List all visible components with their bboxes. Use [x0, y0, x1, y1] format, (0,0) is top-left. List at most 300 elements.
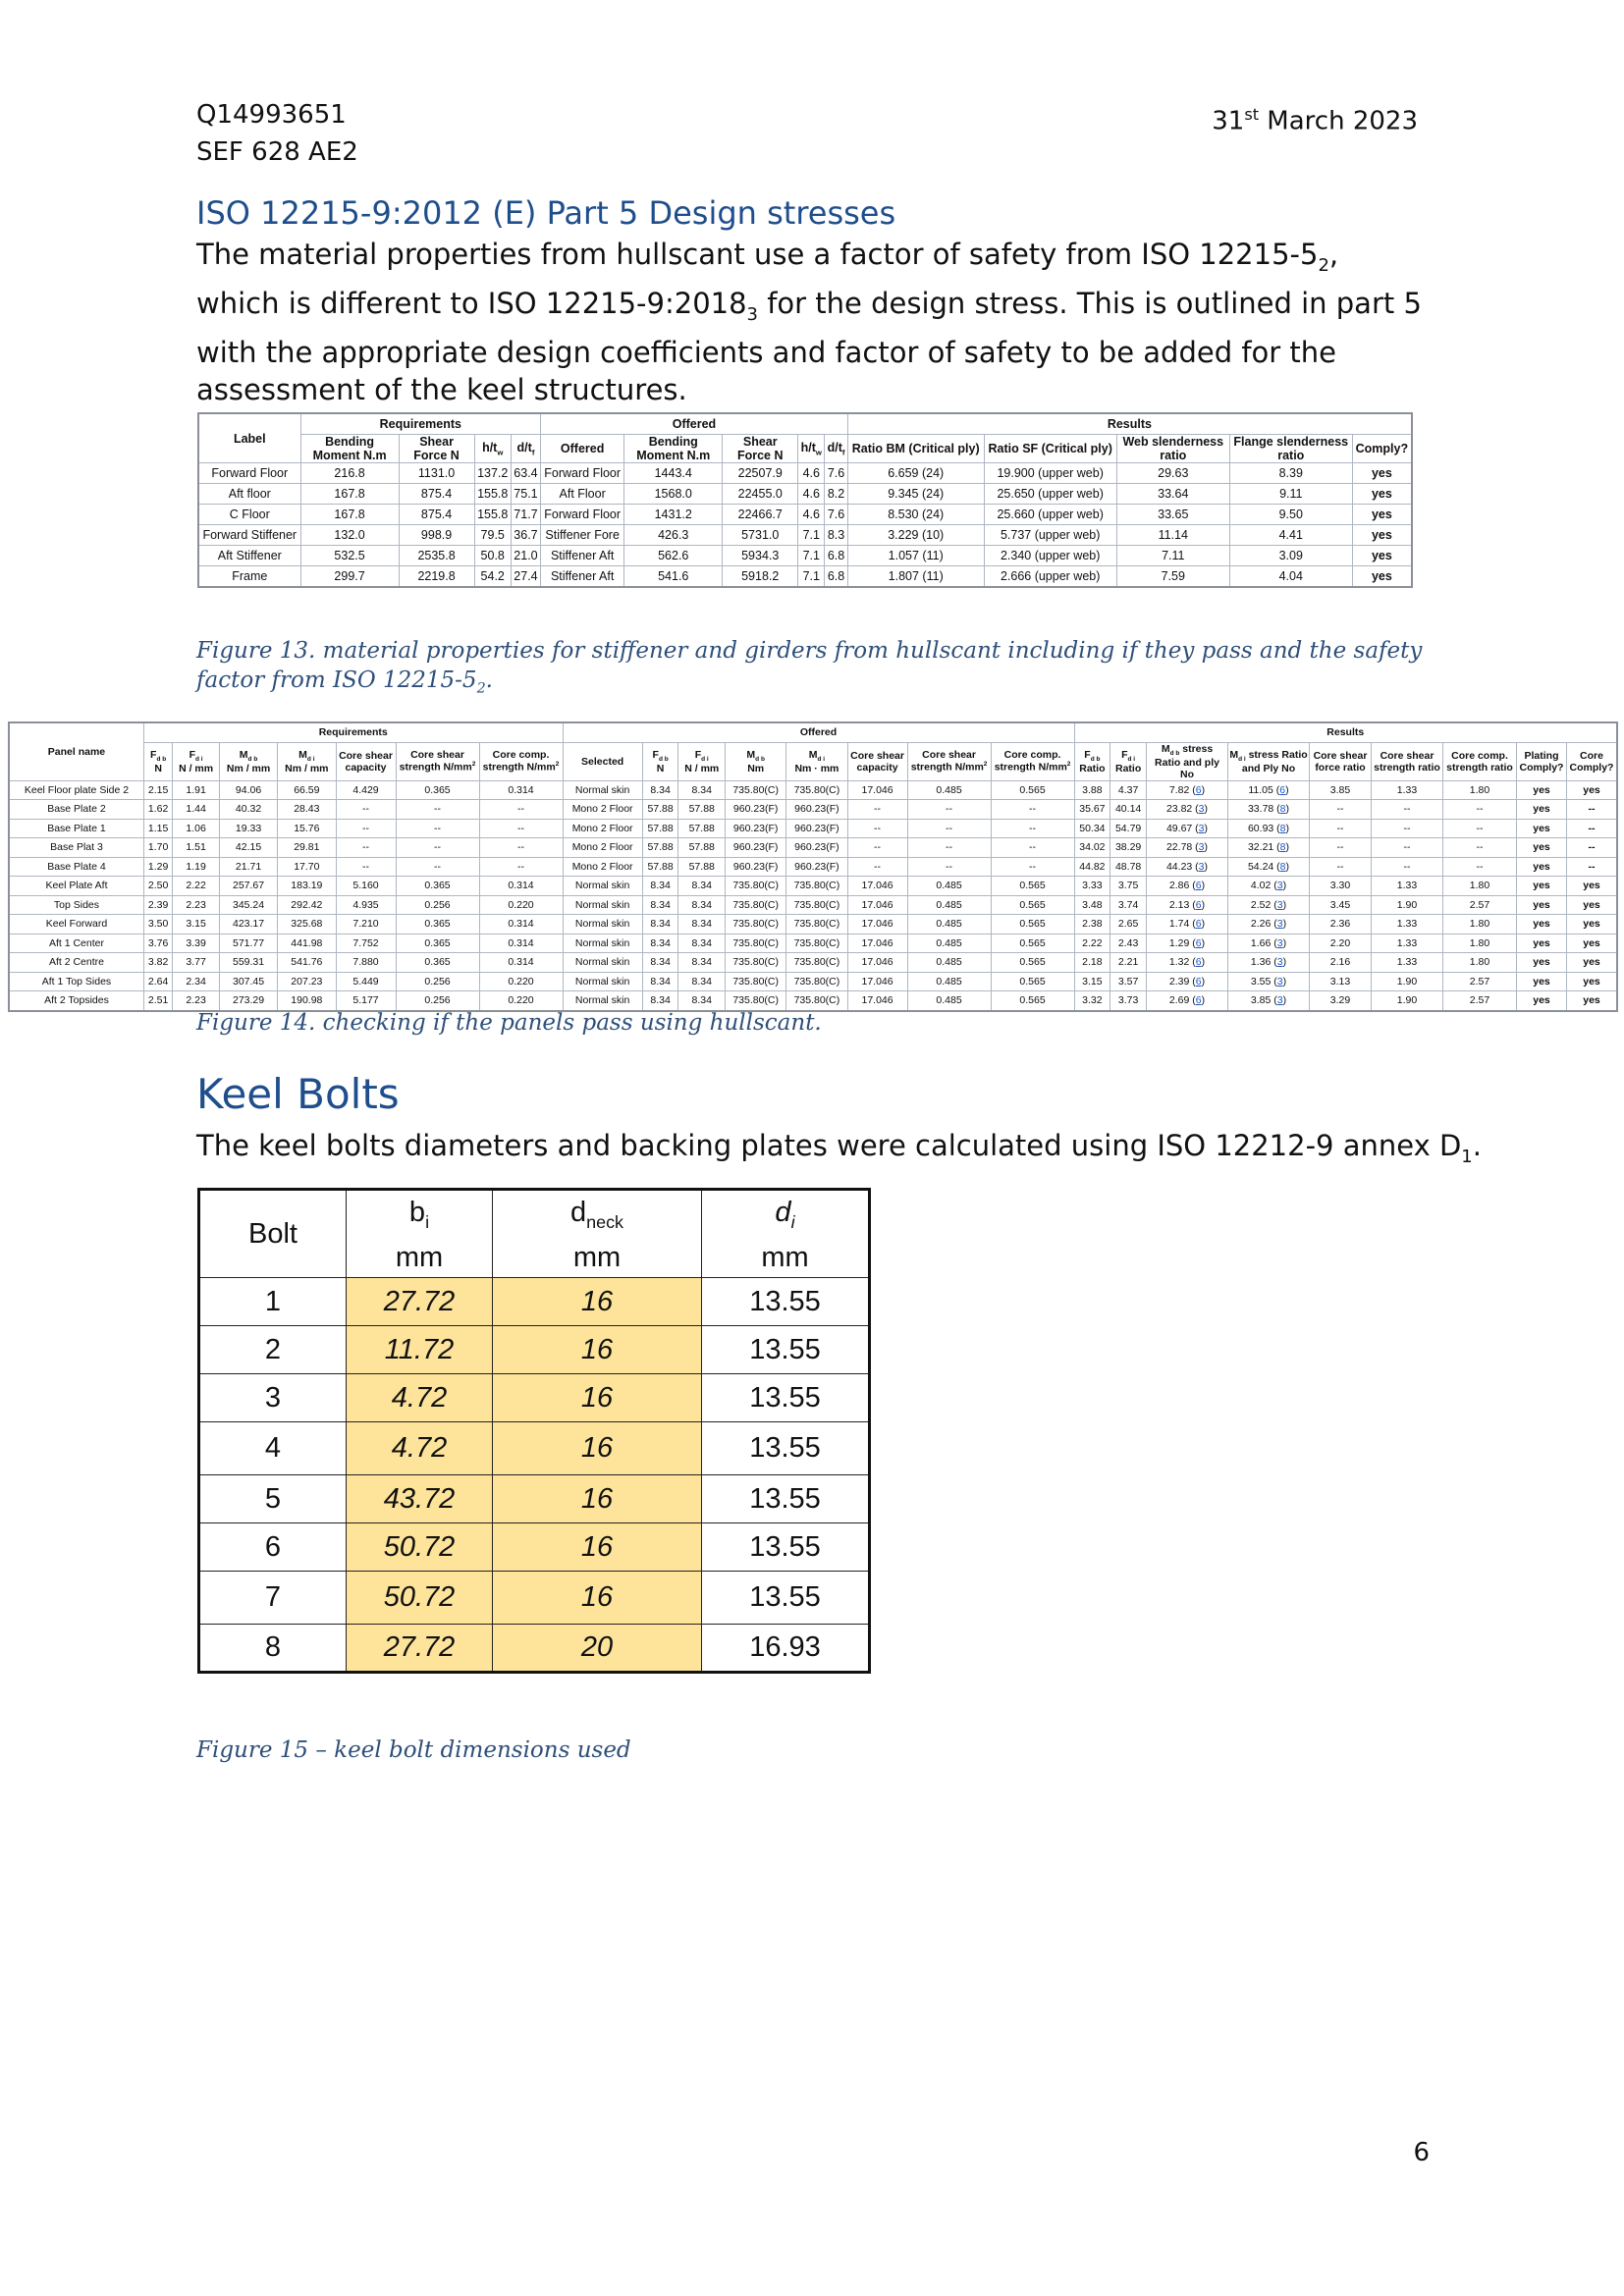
- table-cell: 2.26 (3): [1228, 915, 1310, 934]
- table-cell: 17.046: [847, 934, 907, 953]
- table-cell: 1.70: [143, 838, 172, 858]
- table-cell: 17.70: [278, 857, 336, 877]
- table-cell: 4.429: [336, 780, 396, 800]
- table-cell: 17.046: [847, 895, 907, 915]
- table-cell: 35.67: [1074, 800, 1110, 820]
- table-cell: 13.55: [702, 1278, 870, 1326]
- table-row: [9, 877, 1617, 896]
- section-heading-design-stresses: ISO 12215-9:2012 (E) Part 5 Design stresses: [196, 194, 896, 232]
- table-cell: 20: [493, 1625, 702, 1673]
- stress-ratio: 1.66: [1250, 936, 1272, 949]
- table-cell: 2.18: [1074, 953, 1110, 973]
- table-cell: 8.34: [678, 915, 726, 934]
- table-cell: Top Sides: [9, 895, 143, 915]
- table-cell: 50.72: [347, 1523, 493, 1572]
- table-cell: 17.046: [847, 972, 907, 991]
- table-cell: 7.1: [798, 566, 825, 588]
- table-cell: 50.8: [474, 546, 511, 566]
- table-cell: 1.33: [1372, 780, 1443, 800]
- table-cell: 3.73: [1110, 991, 1147, 1011]
- table-cell: Normal skin: [563, 780, 642, 800]
- table-cell: 8.34: [678, 991, 726, 1011]
- table-cell: 57.88: [642, 819, 678, 838]
- table-cell: 57.88: [678, 819, 726, 838]
- table-cell: --: [1310, 857, 1372, 877]
- table-cell: 0.565: [991, 972, 1074, 991]
- course-code: SEF 628 AE2: [196, 137, 358, 167]
- table-cell: 22507.9: [723, 463, 798, 484]
- table-cell: 735.80(C): [726, 953, 786, 973]
- table-cell: 0.314: [479, 953, 563, 973]
- table-cell: 28.43: [278, 800, 336, 820]
- table-cell: 207.23: [278, 972, 336, 991]
- table-cell: Normal skin: [563, 934, 642, 953]
- table-cell: 0.365: [396, 915, 479, 934]
- table-cell: 8.34: [642, 915, 678, 934]
- ply-link[interactable]: 3: [1276, 918, 1283, 931]
- table-cell: 8.530 (24): [847, 505, 984, 525]
- table-cell: 3.32: [1074, 991, 1110, 1011]
- table-cell: 1.32 (6): [1147, 953, 1228, 973]
- stress-ratio: 49.67: [1165, 822, 1193, 834]
- table-cell: --: [1443, 800, 1517, 820]
- table-cell: 0.485: [907, 895, 991, 915]
- table-cell: 8.34: [642, 877, 678, 896]
- table-cell: 0.485: [907, 780, 991, 800]
- ply-link[interactable]: 6: [1195, 975, 1202, 988]
- table-cell: 426.3: [624, 525, 723, 546]
- table-cell: 3.88: [1074, 780, 1110, 800]
- table-cell: 167.8: [300, 484, 399, 505]
- table-cell: 19.900 (upper web): [984, 463, 1116, 484]
- table-cell: 94.06: [219, 780, 277, 800]
- ply-link[interactable]: 6: [1195, 936, 1202, 949]
- table-cell: 5.160: [336, 877, 396, 896]
- table-cell: 16: [493, 1422, 702, 1475]
- stress-ratio: 3.55: [1250, 975, 1272, 988]
- stress-ratio: 2.86: [1168, 880, 1190, 892]
- table-cell: 1.80: [1443, 953, 1517, 973]
- table-cell: 25.660 (upper web): [984, 505, 1116, 525]
- table-cell: 4.6: [798, 463, 825, 484]
- stress-ratio: 11.05: [1248, 783, 1273, 796]
- table-row: [199, 1572, 870, 1625]
- table-cell: 3.30: [1310, 877, 1372, 896]
- table-cell: 2.65: [1110, 915, 1147, 934]
- ply-link[interactable]: 6: [1195, 783, 1202, 796]
- table-cell: 1131.0: [399, 463, 474, 484]
- table-cell: 1.44: [173, 800, 220, 820]
- table-cell: 16: [493, 1278, 702, 1326]
- table-cell: 735.80(C): [786, 877, 847, 896]
- table-cell: 8.34: [642, 895, 678, 915]
- table-cell: yes: [1352, 484, 1412, 505]
- table-cell: 17.046: [847, 991, 907, 1011]
- table-cell: 1.74 (6): [1147, 915, 1228, 934]
- design-stress-paragraph: The material properties from hullscant use a factor of safety from ISO $12215-5_2$, which is different to ISO $12215-9:2018_3$ for the design stress. This is outlined in part 5 with the appropriate design coefficients and factor of safety to be added for the assessment of the keel structures.: [196, 238, 1422, 406]
- table-cell: 8.34: [642, 934, 678, 953]
- table-cell: 4.41: [1229, 525, 1352, 546]
- table-row: [9, 934, 1617, 953]
- table-cell: 0.256: [396, 991, 479, 1011]
- table-cell: 1.15: [143, 819, 172, 838]
- table-cell: yes: [1517, 857, 1567, 877]
- table-cell: 5.449: [336, 972, 396, 991]
- table-cell: 66.59: [278, 780, 336, 800]
- table-cell: 3.77: [173, 953, 220, 973]
- table-cell: yes: [1517, 877, 1567, 896]
- table-cell: 735.80(C): [786, 780, 847, 800]
- ply-link[interactable]: 3: [1276, 936, 1283, 949]
- table-cell: 3.15: [173, 915, 220, 934]
- table-cell: 33.64: [1116, 484, 1229, 505]
- table-cell: 19.33: [219, 819, 277, 838]
- table-cell: 2.86 (6): [1147, 877, 1228, 896]
- table-row: [199, 1374, 870, 1422]
- table-cell: yes: [1517, 972, 1567, 991]
- table-cell: 57.88: [678, 857, 726, 877]
- col-bi: $b_i$: [347, 1190, 493, 1239]
- table-row: [199, 1326, 870, 1374]
- table-cell: 0.314: [479, 934, 563, 953]
- table-cell: 33.65: [1116, 505, 1229, 525]
- stress-ratio: 4.02: [1250, 880, 1272, 892]
- doc-date: 31st March 2023: [1212, 105, 1418, 136]
- table-cell: 257.67: [219, 877, 277, 896]
- table-cell: 8.34: [642, 780, 678, 800]
- col-bolt: Bolt: [199, 1190, 347, 1278]
- stress-ratio: 1.74: [1168, 918, 1190, 931]
- table-cell: 1443.4: [624, 463, 723, 484]
- table-cell: 1.91: [173, 780, 220, 800]
- table-cell: 541.6: [624, 566, 723, 588]
- table-cell: 17.046: [847, 877, 907, 896]
- table-cell: Normal skin: [563, 972, 642, 991]
- table-row: [198, 484, 1412, 505]
- table-cell: 1.29: [143, 857, 172, 877]
- table-cell: --: [396, 838, 479, 858]
- table-cell: 2.52 (3): [1228, 895, 1310, 915]
- table-row: [198, 546, 1412, 566]
- table-cell: 1.057 (11): [847, 546, 984, 566]
- table-cell: 960.23(F): [726, 819, 786, 838]
- table-cell: yes: [1567, 953, 1618, 973]
- table-cell: 7.6: [825, 505, 848, 525]
- table-cell: 7.6: [825, 463, 848, 484]
- table-cell: 0.565: [991, 953, 1074, 973]
- table-cell: --: [336, 800, 396, 820]
- table-cell: 8.34: [678, 953, 726, 973]
- table-cell: 40.14: [1110, 800, 1147, 820]
- table-cell: 735.80(C): [726, 780, 786, 800]
- table-cell: --: [1443, 819, 1517, 838]
- table-cell: 50.72: [347, 1572, 493, 1625]
- table-cell: 735.80(C): [726, 972, 786, 991]
- table-cell: Stiffener Aft: [541, 566, 624, 588]
- table-cell: 9.11: [1229, 484, 1352, 505]
- table-cell: yes: [1517, 895, 1567, 915]
- table-cell: 2219.8: [399, 566, 474, 588]
- table-cell: Aft 1 Center: [9, 934, 143, 953]
- table-cell: 1.80: [1443, 877, 1517, 896]
- table-cell: Forward Floor: [541, 505, 624, 525]
- table-cell: 27.72: [347, 1278, 493, 1326]
- table-cell: 4.6: [798, 484, 825, 505]
- table-cell: --: [1443, 838, 1517, 858]
- table-cell: --: [907, 819, 991, 838]
- table-cell: 4.935: [336, 895, 396, 915]
- table-cell: 0.485: [907, 953, 991, 973]
- ply-link[interactable]: 3: [1198, 822, 1205, 834]
- table-cell: --: [1567, 800, 1618, 820]
- keel-bolt-table: Bolt $b_i$ $d_{neck}$ $d_i$ mm mm mm 1 27.72 16 13.55 2 11.72 16 13.55 3 4.72 16 13.55 4 4.72 16 13.55 5 43.72 16 13.55 6 50.72 16 13.55 7 50.72 16 13.55 8 27.72 20 16.93: [197, 1188, 871, 1674]
- table-row: [9, 915, 1617, 934]
- table-cell: 735.80(C): [786, 934, 847, 953]
- table-cell: 54.24 (8): [1228, 857, 1310, 877]
- ply-link[interactable]: 6: [1195, 956, 1202, 969]
- table-cell: 0.485: [907, 972, 991, 991]
- table-cell: 423.17: [219, 915, 277, 934]
- table-cell: yes: [1517, 991, 1567, 1011]
- table-cell: 2: [199, 1326, 347, 1374]
- table-cell: yes: [1517, 838, 1567, 858]
- table-cell: 1.62: [143, 800, 172, 820]
- table-cell: 3: [199, 1374, 347, 1422]
- table-cell: 3.76: [143, 934, 172, 953]
- table-cell: 7.11: [1116, 546, 1229, 566]
- table-cell: yes: [1567, 895, 1618, 915]
- stress-ratio: 2.26: [1250, 918, 1272, 931]
- table-cell: 5731.0: [723, 525, 798, 546]
- table-cell: Aft 2 Centre: [9, 953, 143, 973]
- table-cell: 1.36 (3): [1228, 953, 1310, 973]
- ply-link[interactable]: 6: [1279, 783, 1286, 796]
- table-cell: 27.72: [347, 1625, 493, 1673]
- stress-ratio: 60.93: [1247, 822, 1274, 834]
- table-cell: --: [479, 800, 563, 820]
- table-cell: 1.51: [173, 838, 220, 858]
- table-cell: 1.33: [1372, 953, 1443, 973]
- table-cell: --: [1372, 800, 1443, 820]
- col-di: $d_i$: [702, 1190, 870, 1239]
- table-cell: yes: [1517, 934, 1567, 953]
- table-cell: 5.177: [336, 991, 396, 1011]
- table-cell: 0.220: [479, 895, 563, 915]
- table-cell: 8.34: [678, 972, 726, 991]
- table-cell: 16.93: [702, 1625, 870, 1673]
- table-cell: --: [1310, 838, 1372, 858]
- table-cell: 4.37: [1110, 780, 1147, 800]
- table-cell: 8.34: [678, 895, 726, 915]
- table-cell: 7.880: [336, 953, 396, 973]
- ply-link[interactable]: 8: [1279, 822, 1286, 834]
- table-cell: 49.67 (3): [1147, 819, 1228, 838]
- panel-check-table: Panel name Requirements Offered Results $F_{d b}$ N $F_{d i}$ N / mm $M_{d b}$ Nm / mm $M_{d i}$ Nm / mm Core shear capacity Core shear strength $N/mm^2$ Core comp. strength $N/mm^2$ Selected $F_{d b}$ N $F_{d i}$ N / mm $M_{d b}$ Nm $M_{d i}$ Nm · mm Core shear capacity Core shear strength $N/mm^2$ Core comp. strength $N/mm^2$ $F_{d b}$ Ratio $F_{d i}$ Ratio $M_{d b}$ stress Ratio and ply No $M_{d i}$ stress Ratio and Ply No Core shear force ratio Core shear strength ratio Core comp. strength ratio Plating Comply? Core Comply? Keel Floor plate Side 2 2.15 1.91 94.06 66.59 4.429 0.365 0.314 Normal skin 8.34 8.34 735.80(C) 735.80(C) 17.046 0.485 0.565 3.88 4.37 7.82 (6) 11.05 (6) 3.85 1.33 1.80 yes yes Base Plate 2 1.62 1.44 40.32 28.43 -- -- -- Mono 2 Floor 57.88 57.88 960.23(F) 960.23(F) -- -- -- 35.67 40.14 23.82 (3) 33.78 (8) -- -- -- yes -- Base Plate 1 1.15 1.06 19.33 15.76 -- -- -- Mono 2 Floor 57.88 57.88 960.23(F) 960.23(F) -- -- -- 50.34 54.79 49.67 (3) 60.93 (8) -- -- -- yes -- Base Plat 3 1.70 1.51 42.15 29.81 -- -- -- Mono 2 Floor 57.88 57.88 960.23(F) 960.23(F) -- -- -- 34.02 38.29 22.78 (3) 32.21 (8) -- -- -- yes -- Base Plate 4 1.29 1.19 21.71 17.70 -- -- -- Mono 2 Floor 57.88 57.88 960.23(F) 960.23(F) -- -- -- 44.82 48.78 44.23 (3) 54.24 (8) -- -- -- yes -- Keel Plate Aft 2.50 2.22 257.67 183.19 5.160 0.365 0.314 Normal skin 8.34 8.34 735.80(C) 735.80(C) 17.046 0.485 0.565 3.33 3.75 2.86 (6) 4.02 (3) 3.30 1.33 1.80 yes yes Top Sides 2.39 2.23 345.24 292.42 4.935 0.256 0.220 Normal skin 8.34 8.34 735.80(C) 735.80(C) 17.046 0.485 0.565 3.48 3.74 2.13 (6) 2.52 (3) 3.45 1.90 2.57 yes yes Keel Forward 3.50 3.15 423.17 325.68 7.210 0.365 0.314 Normal skin 8.34 8.34 735.80(C) 735.80(C) 17.046 0.485 0.565 2.38 2.65 1.74 (6) 2.26 (3) 2.36 1.33 1.80 yes yes Aft 1 Center 3.76 3.39 571.77 441.98 7.752 0.365 0.314 Normal skin 8.34 8.34 735.80(C) 735.80(C) 17.046 0.485 0.565 2.22 2.43 1.29 (6) 1.66 (3) 2.20 1.33 1.80 yes yes Aft 2 Centre 3.82 3.77 559.31 541.76 7.880 0.365 0.314 Normal skin 8.34 8.34 735.80(C) 735.80(C) 17.046 0.485 0.565 2.18 2.21 1.32 (6) 1.36 (3) 2.16 1.33 1.80 yes yes Aft 1 Top Sides 2.64 2.34 307.45 207.23 5.449 0.256 0.220 Normal skin 8.34 8.34 735.80(C) 735.80(C) 17.046 0.485 0.565 3.15 3.57 2.39 (6) 3.55 (3) 3.13 1.90 2.57 yes yes Aft 2 Topsides 2.51 2.23 273.29 190.98 5.177 0.256 0.220 Normal skin 8.34 8.34 735.80(C) 735.80(C) 17.046 0.485 0.565 3.32 3.73 2.69 (6) 3.85 (3) 3.29 1.90 2.57 yes yes: [8, 721, 1618, 1012]
- table-cell: 0.565: [991, 934, 1074, 953]
- table-cell: 6: [199, 1523, 347, 1572]
- table-cell: Forward Floor: [541, 463, 624, 484]
- table-cell: yes: [1567, 915, 1618, 934]
- table-cell: 7.82 (6): [1147, 780, 1228, 800]
- table-cell: 998.9: [399, 525, 474, 546]
- table-cell: 54.79: [1110, 819, 1147, 838]
- table-cell: 3.74: [1110, 895, 1147, 915]
- table-cell: Base Plate 4: [9, 857, 143, 877]
- table-cell: 3.55 (3): [1228, 972, 1310, 991]
- ply-link[interactable]: 3: [1276, 880, 1283, 892]
- table-cell: --: [336, 819, 396, 838]
- table-cell: --: [991, 838, 1074, 858]
- table-cell: 2.69 (6): [1147, 991, 1228, 1011]
- table-cell: 155.8: [474, 505, 511, 525]
- group-results: Results: [847, 413, 1412, 435]
- table-cell: 7: [199, 1572, 347, 1625]
- table-cell: 1.80: [1443, 915, 1517, 934]
- stress-ratio: 7.82: [1168, 783, 1190, 796]
- table-cell: 4.02 (3): [1228, 877, 1310, 896]
- figure-13-caption: Figure 13. material properties for stiffener and girders from hullscant including if they pass and the safety factor from ISO $12215-5_2$.: [196, 638, 1423, 697]
- table-cell: 167.8: [300, 505, 399, 525]
- table-cell: 3.15: [1074, 972, 1110, 991]
- table-cell: 2.38: [1074, 915, 1110, 934]
- table-cell: 3.50: [143, 915, 172, 934]
- table-cell: 216.8: [300, 463, 399, 484]
- ply-link[interactable]: 3: [1276, 975, 1283, 988]
- ply-link[interactable]: 8: [1279, 803, 1286, 816]
- table-cell: 3.33: [1074, 877, 1110, 896]
- ply-link[interactable]: 6: [1195, 918, 1202, 931]
- table-cell: 532.5: [300, 546, 399, 566]
- table-cell: 7.59: [1116, 566, 1229, 588]
- table-cell: 1.80: [1443, 934, 1517, 953]
- table-cell: yes: [1567, 934, 1618, 953]
- table-cell: yes: [1567, 972, 1618, 991]
- table-cell: 3.39: [173, 934, 220, 953]
- table-cell: Base Plat 3: [9, 838, 143, 858]
- table-cell: --: [1372, 857, 1443, 877]
- ply-link[interactable]: 6: [1195, 994, 1202, 1007]
- table-cell: Normal skin: [563, 895, 642, 915]
- table-cell: 8.34: [642, 991, 678, 1011]
- group-requirements: Requirements: [300, 413, 541, 435]
- table-cell: 40.32: [219, 800, 277, 820]
- ply-link[interactable]: 6: [1195, 898, 1202, 911]
- table-cell: 4.04: [1229, 566, 1352, 588]
- table-cell: 0.565: [991, 895, 1074, 915]
- ply-link[interactable]: 8: [1279, 841, 1286, 854]
- table-cell: 71.7: [511, 505, 540, 525]
- table-cell: Aft floor: [198, 484, 300, 505]
- table-cell: 190.98: [278, 991, 336, 1011]
- table-cell: 54.2: [474, 566, 511, 588]
- table-cell: 1.33: [1372, 934, 1443, 953]
- table-cell: 2.57: [1443, 991, 1517, 1011]
- ply-link[interactable]: 3: [1198, 803, 1205, 816]
- table-cell: 0.565: [991, 780, 1074, 800]
- table-row: [9, 819, 1617, 838]
- ply-link[interactable]: 3: [1276, 994, 1283, 1007]
- table-cell: --: [907, 838, 991, 858]
- table-cell: 1.19: [173, 857, 220, 877]
- table-cell: Base Plate 1: [9, 819, 143, 838]
- ply-link[interactable]: 8: [1279, 860, 1286, 873]
- table-cell: 559.31: [219, 953, 277, 973]
- table-cell: 9.50: [1229, 505, 1352, 525]
- table-cell: 17.046: [847, 915, 907, 934]
- table-cell: 875.4: [399, 484, 474, 505]
- table-cell: 17.046: [847, 780, 907, 800]
- table-cell: 2.23: [173, 991, 220, 1011]
- table-cell: 23.82 (3): [1147, 800, 1228, 820]
- table-cell: 3.45: [1310, 895, 1372, 915]
- table-cell: 3.09: [1229, 546, 1352, 566]
- table-cell: --: [1567, 819, 1618, 838]
- table-cell: 1568.0: [624, 484, 723, 505]
- ply-link[interactable]: 3: [1276, 956, 1283, 969]
- table-cell: 2.13 (6): [1147, 895, 1228, 915]
- table-cell: 2.22: [1074, 934, 1110, 953]
- table-row: [9, 838, 1617, 858]
- ply-link[interactable]: 6: [1195, 880, 1202, 892]
- table-row: [9, 895, 1617, 915]
- table-cell: 0.485: [907, 991, 991, 1011]
- table-cell: 299.7: [300, 566, 399, 588]
- table-cell: 2.23: [173, 895, 220, 915]
- table-cell: 48.78: [1110, 857, 1147, 877]
- table-cell: 44.82: [1074, 857, 1110, 877]
- table-cell: 16: [493, 1374, 702, 1422]
- table-cell: 960.23(F): [726, 800, 786, 820]
- ply-link[interactable]: 3: [1198, 860, 1205, 873]
- stress-ratio: 54.24: [1247, 860, 1274, 873]
- table-cell: 16: [493, 1475, 702, 1523]
- table-cell: 7.210: [336, 915, 396, 934]
- table-cell: 7.1: [798, 525, 825, 546]
- table-cell: --: [1372, 838, 1443, 858]
- table-cell: 44.23 (3): [1147, 857, 1228, 877]
- table-cell: --: [396, 857, 479, 877]
- table-cell: 4.6: [798, 505, 825, 525]
- stress-ratio: 1.32: [1168, 956, 1190, 969]
- table-cell: 8.2: [825, 484, 848, 505]
- ply-link[interactable]: 3: [1276, 898, 1283, 911]
- table-cell: 57.88: [678, 838, 726, 858]
- ply-link[interactable]: 3: [1198, 841, 1205, 854]
- stress-ratio: 2.69: [1168, 994, 1190, 1007]
- table-cell: 2.666 (upper web): [984, 566, 1116, 588]
- table-cell: 6.8: [825, 566, 848, 588]
- table-cell: 1431.2: [624, 505, 723, 525]
- table-cell: 21.71: [219, 857, 277, 877]
- table-cell: 0.256: [396, 895, 479, 915]
- table-cell: --: [336, 838, 396, 858]
- table-cell: 4: [199, 1422, 347, 1475]
- table-cell: C Floor: [198, 505, 300, 525]
- table-cell: Keel Floor plate Side 2: [9, 780, 143, 800]
- col-dneck: $d_{neck}$: [493, 1190, 702, 1239]
- table-cell: 13.55: [702, 1572, 870, 1625]
- table-cell: --: [907, 800, 991, 820]
- table-cell: Frame: [198, 566, 300, 588]
- table-cell: 3.13: [1310, 972, 1372, 991]
- table-cell: 42.15: [219, 838, 277, 858]
- table-cell: 0.365: [396, 877, 479, 896]
- table-cell: 735.80(C): [786, 972, 847, 991]
- table-cell: 2.50: [143, 877, 172, 896]
- table-cell: 3.57: [1110, 972, 1147, 991]
- table-cell: 16: [493, 1572, 702, 1625]
- table-cell: --: [479, 838, 563, 858]
